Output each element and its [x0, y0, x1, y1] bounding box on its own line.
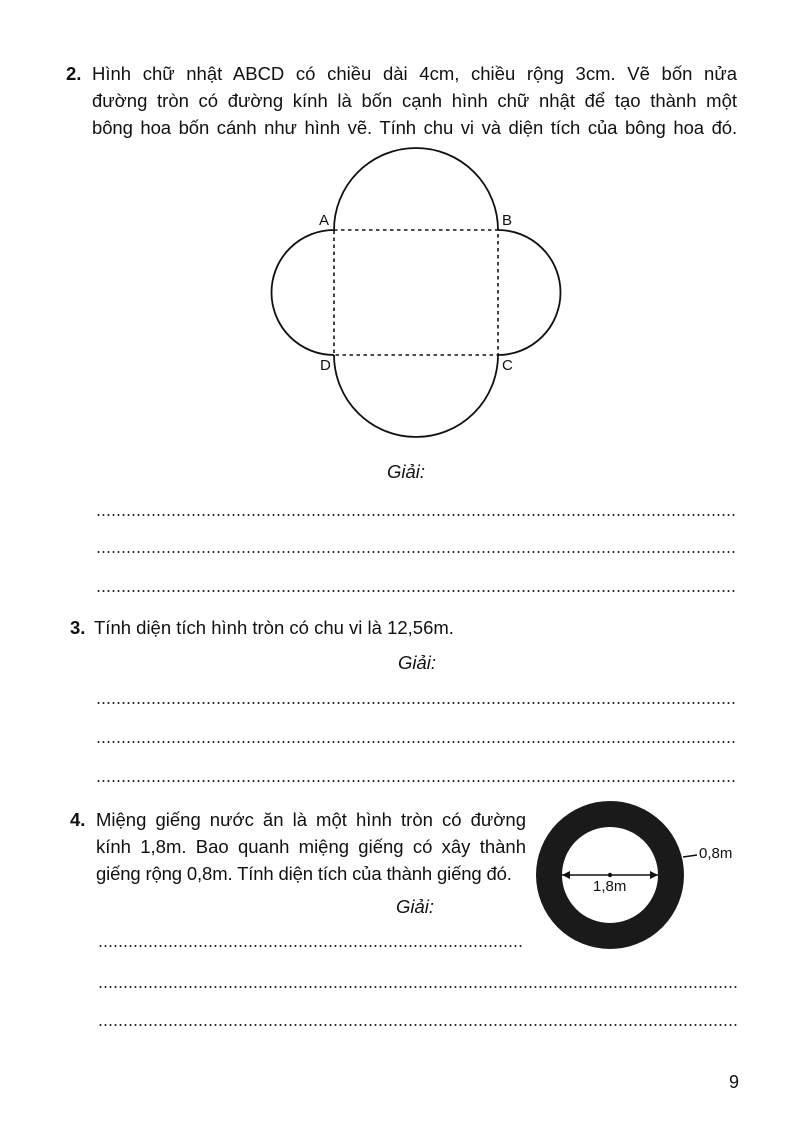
problem-4-number: 4.	[70, 809, 86, 830]
problem-2-line-2: đường tròn có đường kính là bốn cạnh hình chữ nhật để tạo thành một	[92, 90, 737, 111]
vertex-c-label: C	[502, 357, 513, 374]
wall-width-label: 0,8m	[699, 845, 733, 862]
arrow-right-icon	[650, 871, 658, 879]
problem-3-text: Tính diện tích hình tròn có chu vi là 12,56m.	[94, 617, 454, 638]
vertex-d-label: D	[320, 357, 331, 374]
answer-line	[98, 986, 738, 988]
problem-4-solve-label: Giải:	[396, 896, 435, 917]
wall-width-leader	[683, 855, 697, 857]
problem-4-line-2: kính 1,8m. Bao quanh miệng giếng có xây thành	[96, 836, 526, 857]
vertex-b-label: B	[502, 212, 513, 229]
problem-4-line-3: giếng rộng 0,8m. Tính diện tích của thành giếng đó.	[96, 863, 512, 884]
problem-2-line-3: bông hoa bốn cánh như hình vẽ. Tính chu vi và diện tích của bông hoa đó.	[92, 117, 737, 138]
problem-3-number: 3.	[70, 617, 86, 638]
page-number: 9	[729, 1072, 740, 1092]
arrow-left-icon	[562, 871, 570, 879]
problem-2-number: 2.	[66, 63, 82, 84]
center-point	[608, 873, 612, 877]
problem-2-solve-label: Giải:	[387, 461, 426, 482]
inner-diameter-label: 1,8m	[593, 878, 627, 895]
problem-4-line-1: Miệng giếng nước ăn là một hình tròn có đường	[96, 809, 526, 830]
answer-line	[98, 1024, 738, 1026]
problem-2-line-1: Hình chữ nhật ABCD có chiều dài 4cm, chiều rộng 3cm. Vẽ bốn nửa	[92, 63, 737, 84]
problem-3-solve-label: Giải:	[398, 652, 437, 673]
answer-line	[98, 945, 523, 947]
vertex-a-label: A	[319, 212, 330, 229]
